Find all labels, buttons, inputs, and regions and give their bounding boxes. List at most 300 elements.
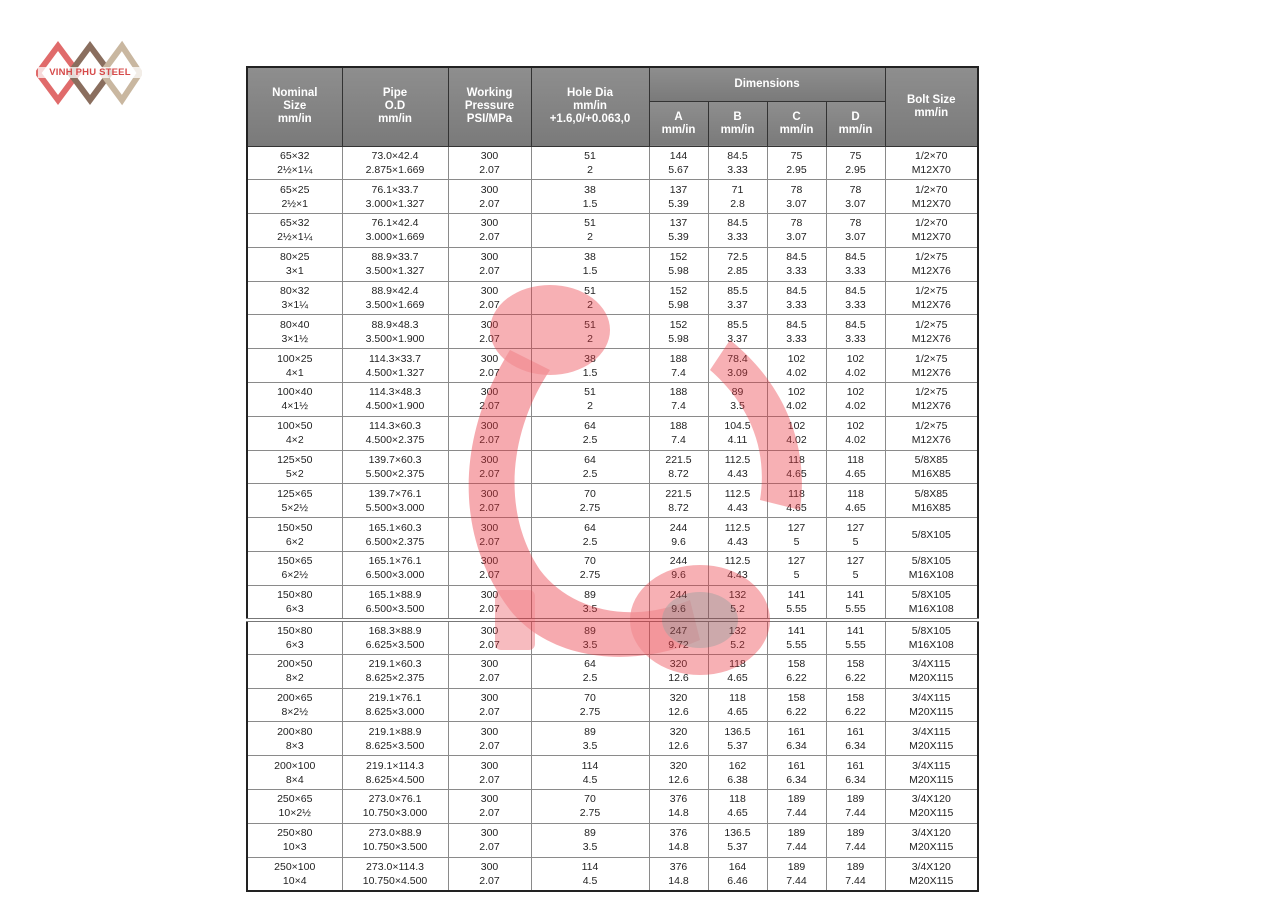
cell-line: 5.39 (668, 197, 689, 210)
cell-line: 6×2½ (281, 569, 309, 582)
cell-line: 376 (669, 860, 688, 873)
cell-line: 5.55 (845, 638, 866, 651)
cell-line: 80×25 (280, 251, 310, 264)
cell-line: 118 (729, 658, 746, 671)
cell-line: 5.98 (668, 332, 689, 345)
cell-nominal (247, 790, 342, 824)
cell-line: 10×3 (282, 841, 307, 854)
cell-d (826, 756, 885, 790)
cell-line: 6.34 (786, 773, 807, 786)
cell-line: 84.5 (727, 217, 748, 230)
cell-line: 139.7×76.1 (368, 487, 422, 500)
cell-line: 4.65 (727, 706, 748, 719)
cell-line: 188 (669, 420, 688, 433)
cell-line: 5 (793, 535, 800, 548)
cell-line: 2.07 (479, 400, 500, 413)
cell-line: 1/2×75 (915, 386, 948, 399)
cell-bolt (885, 180, 978, 214)
cell-pipe (342, 688, 448, 722)
cell-line: 70 (584, 793, 596, 806)
cell-d (826, 450, 885, 484)
cell-nominal (247, 214, 342, 248)
cell-line: 2.07 (479, 773, 500, 786)
cell-line: 10×2½ (278, 807, 311, 820)
cell-line: 73.0×42.4 (371, 149, 419, 162)
cell-line: 2.07 (479, 874, 500, 887)
cell-a (649, 247, 708, 281)
cell-line: 7.4 (671, 434, 686, 447)
cell-line: 165.1×88.9 (368, 588, 422, 601)
cell-pressure (448, 214, 531, 248)
cell-d (826, 349, 885, 383)
cell-line: 6.22 (786, 672, 807, 685)
cell-line: 2.07 (479, 163, 500, 176)
cell-line: M12X76 (911, 265, 951, 278)
cell-c (767, 585, 826, 620)
header-dim-c: C mm/in (767, 101, 826, 146)
cell-c (767, 450, 826, 484)
cell-d (826, 146, 885, 180)
cell-line: 8.625×3.000 (365, 706, 425, 719)
cell-line: 102 (787, 386, 806, 399)
cell-pressure (448, 180, 531, 214)
cell-line: 14.8 (668, 807, 689, 820)
cell-a (649, 146, 708, 180)
logo-text: VINH PHU STEEL (38, 67, 142, 78)
cell-line: 2.07 (479, 332, 500, 345)
cell-nominal (247, 756, 342, 790)
cell-bolt (885, 585, 978, 620)
cell-line: 125×50 (277, 454, 313, 467)
cell-line: 244 (669, 521, 688, 534)
cell-line: 6×2 (285, 535, 304, 548)
cell-line: 2½×1¼ (277, 231, 313, 244)
cell-line: 51 (584, 149, 596, 162)
cell-pressure (448, 518, 531, 552)
cell-d (826, 518, 885, 552)
cell-nominal (247, 247, 342, 281)
header-pipe-od: Pipe O.D mm/in (342, 67, 448, 146)
cell-line: 14.8 (668, 841, 689, 854)
cell-line: 5/8X105 (911, 624, 951, 637)
cell-nominal (247, 552, 342, 586)
cell-nominal (247, 688, 342, 722)
cell-bolt (885, 552, 978, 586)
cell-line: 65×32 (280, 149, 310, 162)
cell-hole (531, 620, 649, 655)
cell-line: 84.5 (845, 318, 866, 331)
cell-line: 189 (846, 860, 865, 873)
cell-line: 3.07 (786, 197, 807, 210)
cell-nominal (247, 281, 342, 315)
cell-b (708, 315, 767, 349)
cell-line: 7.44 (845, 807, 866, 820)
cell-a (649, 722, 708, 756)
cell-line: 300 (480, 759, 499, 772)
cell-line: 65×32 (280, 217, 310, 230)
cell-hole (531, 349, 649, 383)
cell-line: 150×50 (277, 521, 313, 534)
cell-line: 300 (480, 251, 499, 264)
cell-line: M16X85 (911, 501, 951, 514)
cell-line: 6.46 (727, 874, 748, 887)
cell-line: 3.37 (727, 299, 748, 312)
cell-line: 10.750×3.000 (362, 807, 428, 820)
cell-pipe (342, 722, 448, 756)
cell-line: 2.07 (479, 602, 500, 615)
cell-d (826, 823, 885, 857)
cell-line: 4.02 (786, 434, 807, 447)
cell-line: 3.5 (582, 841, 598, 854)
cell-pressure (448, 756, 531, 790)
cell-line: 4.02 (845, 434, 866, 447)
cell-line: 4.65 (845, 501, 866, 514)
cell-c (767, 416, 826, 450)
cell-c (767, 620, 826, 655)
cell-line: 161 (787, 725, 806, 738)
cell-d (826, 383, 885, 417)
cell-line: M12X76 (911, 299, 951, 312)
cell-line: 9.6 (671, 602, 686, 615)
cell-line: 2 (587, 299, 593, 312)
cell-nominal (247, 518, 342, 552)
cell-line: 4.65 (727, 807, 748, 820)
table-row (247, 552, 978, 586)
cell-line: 3.33 (786, 299, 807, 312)
cell-line: 7.44 (786, 874, 807, 887)
cell-line: 3/4X115 (912, 692, 951, 705)
cell-line: 5.37 (727, 739, 748, 752)
cell-line: 139.7×60.3 (368, 454, 422, 467)
cell-line: 4×2 (285, 434, 304, 447)
cell-d (826, 552, 885, 586)
table-body (247, 146, 978, 891)
cell-line: 70 (584, 487, 596, 500)
cell-pipe (342, 518, 448, 552)
cell-line: M12X76 (911, 400, 951, 413)
cell-d (826, 281, 885, 315)
coupling-spec-table (246, 66, 979, 892)
cell-a (649, 688, 708, 722)
cell-d (826, 688, 885, 722)
cell-line: 8×2 (285, 672, 304, 685)
cell-line: 2.07 (479, 366, 500, 379)
cell-pressure (448, 585, 531, 620)
cell-line: 80×32 (280, 285, 310, 298)
cell-line: 5 (852, 535, 859, 548)
cell-line: 5.98 (668, 299, 689, 312)
cell-line: 3.5 (730, 400, 745, 413)
cell-line: 4.11 (727, 434, 748, 447)
table-row (247, 247, 978, 281)
cell-line: 136.5 (724, 725, 751, 738)
cell-c (767, 857, 826, 891)
cell-line: 4.02 (786, 400, 807, 413)
cell-line: 1/2×75 (915, 318, 948, 331)
cell-line: 127 (846, 521, 865, 534)
cell-line: 4×1 (285, 366, 304, 379)
cell-line: 2.07 (479, 197, 500, 210)
cell-bolt (885, 315, 978, 349)
cell-line: 164 (728, 860, 747, 873)
cell-line: 161 (846, 725, 865, 738)
cell-line: 2.5 (582, 468, 598, 481)
cell-a (649, 484, 708, 518)
cell-line: 132 (728, 588, 747, 601)
cell-line: 5.55 (786, 638, 807, 651)
cell-pipe (342, 281, 448, 315)
cell-line: 376 (669, 827, 688, 840)
cell-b (708, 790, 767, 824)
cell-pipe (342, 349, 448, 383)
cell-line: 150×65 (277, 555, 313, 568)
cell-nominal (247, 146, 342, 180)
cell-d (826, 416, 885, 450)
cell-line: 320 (669, 725, 688, 738)
cell-line: 5×2 (285, 468, 304, 481)
cell-line: 100×50 (277, 420, 313, 433)
cell-pressure (448, 450, 531, 484)
cell-line: 300 (480, 725, 499, 738)
cell-line: 104.5 (724, 420, 751, 433)
cell-pressure (448, 823, 531, 857)
cell-line: 250×65 (277, 793, 313, 806)
cell-line: 141 (846, 624, 865, 637)
cell-line: 2.07 (479, 434, 500, 447)
cell-line: 112.5 (724, 487, 751, 500)
cell-line: 6.625×3.500 (365, 638, 425, 651)
table-row (247, 315, 978, 349)
cell-line: 2.5 (582, 434, 598, 447)
cell-line: 3.07 (845, 197, 866, 210)
cell-pressure (448, 281, 531, 315)
cell-pressure (448, 620, 531, 655)
cell-d (826, 620, 885, 655)
cell-line: 136.5 (724, 827, 751, 840)
cell-nominal (247, 349, 342, 383)
cell-line: 3.09 (727, 366, 748, 379)
cell-line: 38 (584, 251, 596, 264)
cell-line: 76.1×42.4 (371, 217, 419, 230)
cell-line: 4.500×1.327 (365, 366, 425, 379)
cell-bolt (885, 349, 978, 383)
cell-b (708, 247, 767, 281)
cell-line: 273.0×114.3 (366, 860, 424, 873)
cell-line: M20X115 (909, 807, 954, 820)
cell-nominal (247, 315, 342, 349)
cell-line: 161 (787, 759, 806, 772)
cell-line: 8.625×4.500 (365, 773, 425, 786)
cell-line: 5.55 (845, 602, 866, 615)
cell-line: 3/4X120 (911, 860, 951, 873)
cell-d (826, 857, 885, 891)
cell-bolt (885, 247, 978, 281)
cell-hole (531, 654, 649, 688)
cell-pipe (342, 823, 448, 857)
cell-line: 64 (584, 658, 596, 671)
cell-c (767, 518, 826, 552)
cell-bolt (885, 484, 978, 518)
cell-line: M20X115 (909, 739, 954, 752)
header-working-pressure: Working Pressure PSI/MPa (448, 67, 531, 146)
cell-line: 2.07 (479, 231, 500, 244)
header-dim-d: D mm/in (826, 101, 885, 146)
cell-pipe (342, 654, 448, 688)
cell-d (826, 790, 885, 824)
cell-bolt (885, 756, 978, 790)
cell-line: 1/2×70 (915, 149, 948, 162)
cell-line: 8.72 (668, 501, 689, 514)
cell-line: 4.500×1.900 (365, 400, 425, 413)
cell-line: 158 (787, 658, 806, 671)
cell-line: 72.5 (727, 251, 748, 264)
cell-line: 6.500×2.375 (365, 535, 425, 548)
cell-line: 189 (787, 860, 806, 873)
cell-a (649, 349, 708, 383)
cell-line: 3.33 (845, 265, 866, 278)
cell-c (767, 146, 826, 180)
header-dim-a: A mm/in (649, 101, 708, 146)
cell-line: 3/4X115 (912, 725, 951, 738)
cell-line: 9.6 (671, 535, 686, 548)
cell-line: 4.65 (727, 672, 748, 685)
cell-line: 219.1×114.3 (366, 759, 424, 772)
cell-line: 12.6 (668, 739, 689, 752)
table-row (247, 688, 978, 722)
cell-line: M12X70 (911, 231, 951, 244)
cell-line: 158 (846, 692, 865, 705)
cell-line: 2 (587, 231, 593, 244)
cell-line: 189 (846, 793, 865, 806)
cell-bolt (885, 450, 978, 484)
cell-pipe (342, 180, 448, 214)
cell-line: 6.22 (845, 672, 866, 685)
cell-line: 5.37 (727, 841, 748, 854)
cell-line: 102 (787, 420, 806, 433)
cell-line: 2.5 (582, 672, 598, 685)
cell-bolt (885, 146, 978, 180)
cell-b (708, 654, 767, 688)
cell-line: 88.9×48.3 (371, 318, 419, 331)
cell-line: 8×2½ (281, 706, 309, 719)
table-row (247, 281, 978, 315)
cell-nominal (247, 484, 342, 518)
cell-b (708, 214, 767, 248)
cell-b (708, 756, 767, 790)
cell-line: 114 (581, 759, 599, 772)
cell-line: 127 (787, 521, 806, 534)
cell-line: 4×1½ (281, 400, 309, 413)
cell-line: 3×1 (285, 265, 304, 278)
cell-b (708, 416, 767, 450)
cell-line: 152 (669, 251, 688, 264)
cell-line: 7.44 (786, 807, 807, 820)
cell-b (708, 518, 767, 552)
cell-line: 78 (790, 217, 803, 230)
cell-line: 221.5 (665, 487, 692, 500)
cell-line: 320 (669, 658, 688, 671)
cell-hole (531, 146, 649, 180)
cell-line: 300 (480, 183, 499, 196)
cell-c (767, 790, 826, 824)
table-row (247, 722, 978, 756)
cell-c (767, 823, 826, 857)
cell-line: M12X76 (911, 366, 951, 379)
cell-line: 2½×1¼ (277, 163, 313, 176)
cell-b (708, 688, 767, 722)
cell-line: 12.6 (668, 706, 689, 719)
cell-line: 165.1×76.1 (368, 555, 422, 568)
cell-hole (531, 857, 649, 891)
cell-line: 89 (584, 624, 596, 637)
cell-line: 2.95 (845, 163, 866, 176)
cell-line: 200×80 (277, 725, 313, 738)
cell-line: 219.1×60.3 (368, 658, 422, 671)
cell-hole (531, 383, 649, 417)
cell-line: 3.33 (845, 299, 866, 312)
cell-line: 250×80 (277, 827, 313, 840)
cell-a (649, 281, 708, 315)
cell-b (708, 180, 767, 214)
cell-line: 112.5 (724, 555, 751, 568)
cell-line: 9.6 (671, 569, 686, 582)
cell-line: 71 (731, 183, 744, 196)
cell-line: 2.07 (479, 706, 500, 719)
cell-line: 8×3 (285, 739, 304, 752)
cell-line: 3.5 (582, 602, 598, 615)
cell-line: 3.33 (727, 231, 748, 244)
cell-line: 125×65 (277, 487, 313, 500)
cell-pipe (342, 383, 448, 417)
cell-line: 5 (852, 569, 859, 582)
cell-b (708, 450, 767, 484)
cell-pressure (448, 688, 531, 722)
cell-line: 4.43 (727, 468, 748, 481)
header-dim-b: B mm/in (708, 101, 767, 146)
cell-pipe (342, 585, 448, 620)
table-row (247, 349, 978, 383)
table-row (247, 214, 978, 248)
cell-line: 300 (480, 692, 499, 705)
table-row (247, 383, 978, 417)
cell-line: 51 (584, 217, 596, 230)
cell-line: 300 (480, 588, 499, 601)
cell-line: 6.22 (845, 706, 866, 719)
cell-pipe (342, 790, 448, 824)
cell-line: 189 (787, 793, 806, 806)
cell-line: 376 (669, 793, 688, 806)
cell-line: 2.95 (786, 163, 807, 176)
cell-line: 51 (584, 318, 596, 331)
cell-pressure (448, 552, 531, 586)
cell-line: 189 (787, 827, 806, 840)
cell-line: 10.750×3.500 (362, 841, 428, 854)
cell-line: 2.07 (479, 299, 500, 312)
cell-line: 5/8X85 (914, 487, 948, 500)
cell-line: 70 (584, 555, 596, 568)
cell-line: 7.44 (845, 841, 866, 854)
table-row (247, 654, 978, 688)
table-row (247, 620, 978, 655)
cell-nominal (247, 416, 342, 450)
cell-pressure (448, 722, 531, 756)
cell-line: 4.5 (582, 874, 598, 887)
cell-line: 80×40 (280, 318, 310, 331)
cell-line: 3/4X115 (912, 759, 951, 772)
cell-line: M12X76 (911, 434, 951, 447)
cell-d (826, 722, 885, 756)
cell-a (649, 518, 708, 552)
